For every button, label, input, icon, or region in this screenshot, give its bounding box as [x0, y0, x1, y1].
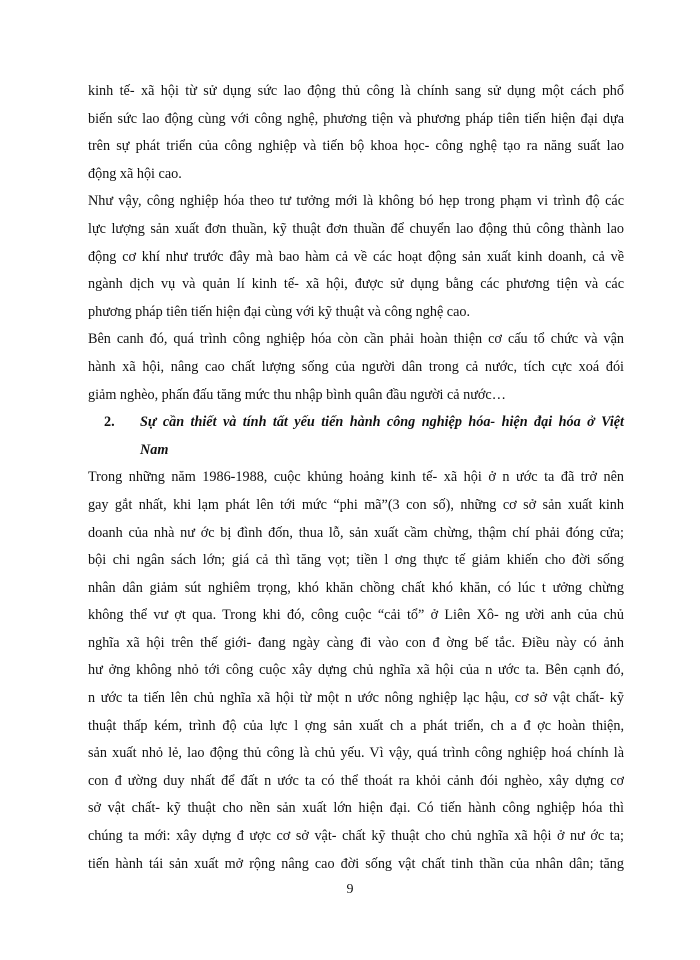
text-line: tiến hành tái sản xuất mở rộng nâng cao đời sống vật chất tinh thần của nhân dân; tăng: [88, 855, 624, 872]
text-line: giảm nghèo, phấn đấu tăng mức thu nhập bình quân đầu người cả nước…: [88, 386, 506, 403]
text-line: Như vậy, công nghiệp hóa theo tư tưởng mới là không bó hẹp trong phạm vi trình độ các: [88, 193, 624, 210]
text-line: chúng ta mới: xây dựng đ ược cơ sở vật- chất kỹ thuật cho chủ nghĩa xã hội ở nư ớc ta;: [88, 828, 624, 845]
paragraph-4: [88, 464, 624, 878]
text-line: phương pháp tiên tiến hiện đại cùng với kỹ thuật và công nghệ cao.: [88, 303, 471, 320]
text-line: thuật thấp kém, trình độ của lực l ợng sản xuất ch a phát triển, ch a đ ợc hoàn thiện,: [88, 717, 624, 734]
text-line: hành xã hội, nâng cao chất lượng sống của người dân trong cả nước, tích cực xoá đói: [88, 358, 624, 375]
paragraph-3: [88, 326, 624, 409]
text-line: sản xuất nhỏ lẻ, lao động thủ công là chủ yếu. Vì vậy, quá trình công nghiệp hoá chính là: [88, 745, 624, 762]
text-line: ngành dịch vụ và quản lí kinh tế- xã hội, được sử dụng bằng các phương tiện và các: [88, 276, 624, 293]
text-line: động xã hội cao.: [88, 165, 182, 182]
page-number: 9: [346, 882, 354, 897]
text-line: lực lượng sản xuất đơn thuần, kỹ thuật đơn thuần để chuyển lao động thủ công thành lao: [88, 220, 624, 237]
text-line: kinh tế- xã hội từ sử dụng sức lao động thủ công là chính sang sử dụng một cách phổ: [88, 83, 624, 99]
text-line: nghĩa xã hội trên thế giới- đang ngày càng đi vào con đ ờng bế tắc. Điều này có ảnh: [88, 634, 624, 651]
text-line: n ước ta tiến lên chủ nghĩa xã hội từ một n ước nông nghiệp lạc hậu, cơ sở vật chất- kỹ: [88, 690, 624, 707]
text-line: nhân dân giảm sút nghiêm trọng, khó khăn chồng chất khó khăn, có lúc t ưởng chừng: [88, 579, 624, 596]
text-line: trên sự phát triển của công nghiệp và tiến bộ khoa học- công nghệ tạo ra năng suất lao: [88, 138, 624, 155]
text-line: doanh của nhà nư ớc bị đình đốn, thua lỗ, sản xuất cầm chừng, thậm chí phải đóng cửa;: [88, 524, 624, 541]
text-line: hư ởng không nhỏ tới công cuộc xây dựng chủ nghĩa xã hội của n ước ta. Bên cạnh đó,: [88, 662, 624, 679]
paragraph-1: [88, 78, 624, 188]
text-line: con đ ường duy nhất để đất n ước ta có thể thoát ra khỏi cảnh đói nghèo, xây dựng cơ: [88, 772, 624, 789]
section-title-line-2: Nam: [140, 441, 169, 458]
text-line: Bên canh đó, quá trình công nghiệp hóa còn cần phải hoàn thiện cơ cấu tổ chức và vận: [88, 331, 624, 348]
section-heading: [88, 409, 624, 464]
text-line: sở vật chất- kỹ thuật cho nền sản xuất lớn hiện đại. Có tiến hành công nghiệp hóa thì: [88, 800, 624, 817]
text-line: động cơ khí như trước đây mà bao hàm cả về các hoạt động sản xuất kinh doanh, cả về: [88, 248, 624, 265]
section-number: 2.: [104, 414, 115, 431]
text-line: gay gắt nhất, khi lạm phát lên tới mức “phi mã”(3 con số), những cơ sở sản xuất kinh: [88, 496, 624, 513]
section-title-line-1: Sự cần thiết và tính tất yếu tiến hành công nghiệp hóa- hiện đại hóa ở Việt: [140, 414, 624, 431]
text-line: Trong những năm 1986-1988, cuộc khủng hoảng kinh tế- xã hội ở n ước ta đã trở nên: [88, 469, 624, 486]
document-body: [88, 78, 624, 878]
text-line: không thể vư ợt qua. Trong khi đó, công cuộc “cải tổ” ở Liên Xô- ng ười anh của chủ: [88, 607, 624, 624]
text-line: bội chi ngân sách lớn; giá cả thì tăng vọt; tiền l ơng thực tế giảm khiến cho đời sống: [88, 552, 624, 569]
text-line: biến sức lao động cùng với công nghệ, phương tiện và phương pháp tiên tiến hiện đại dựa: [88, 110, 624, 127]
paragraph-2: [88, 188, 624, 326]
